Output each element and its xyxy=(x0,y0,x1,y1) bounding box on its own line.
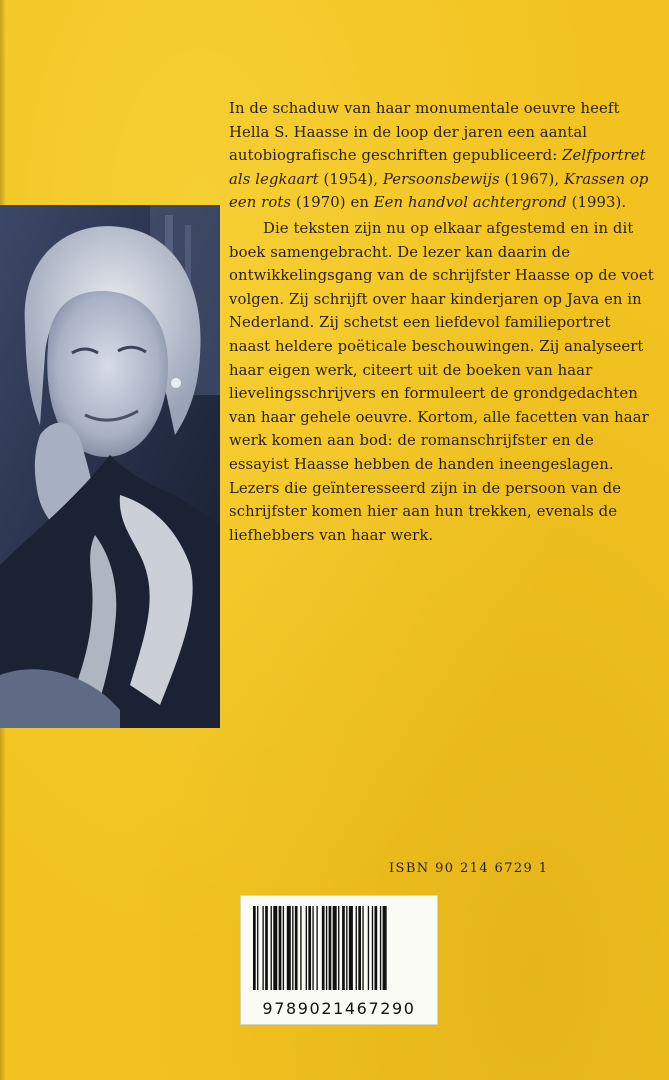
barcode-bar xyxy=(287,906,291,990)
barcode-bars xyxy=(251,906,427,990)
book-title: Persoonsbewijs xyxy=(382,170,500,188)
barcode xyxy=(240,895,438,1025)
blurb-paragraph-1 xyxy=(229,97,654,215)
blurb-text: (1970) en xyxy=(291,194,374,212)
book-title: Zelfportret als legkaart xyxy=(229,147,646,188)
barcode-bar xyxy=(273,906,277,990)
barcode-bar xyxy=(372,906,373,990)
barcode-bar xyxy=(356,906,357,990)
book-title: Krassen op een rots xyxy=(229,170,649,212)
blurb-text: (1967), xyxy=(499,170,564,188)
barcode-bar xyxy=(329,906,332,990)
book-title: Een handvol achtergrond xyxy=(373,194,567,212)
barcode-bar xyxy=(338,906,339,990)
barcode-bar xyxy=(283,906,284,990)
barcode-bar xyxy=(279,906,282,990)
barcode-number: 9789021467290 xyxy=(262,999,416,1018)
barcode-bar xyxy=(362,906,363,990)
barcode-bar xyxy=(271,906,272,990)
barcode-bar xyxy=(300,906,301,990)
barcode-bar xyxy=(295,906,298,990)
barcode-bar xyxy=(322,906,325,990)
isbn-label: ISBN 90 214 6729 1 xyxy=(389,861,549,876)
barcode-bar xyxy=(308,906,311,990)
barcode-bar xyxy=(265,906,268,990)
barcode-bar xyxy=(375,906,378,990)
barcode-bar xyxy=(346,906,347,990)
barcode-bar xyxy=(253,906,256,990)
barcode-bar xyxy=(333,906,337,990)
barcode-bar xyxy=(380,906,381,990)
barcode-bar xyxy=(306,906,307,990)
barcode-bar xyxy=(368,906,369,990)
blurb-text: (1993). xyxy=(566,194,627,212)
barcode-bar xyxy=(257,906,258,990)
barcode-bar xyxy=(342,906,345,990)
barcode-bar xyxy=(358,906,361,990)
barcode-bar xyxy=(349,906,353,990)
barcode-bar xyxy=(312,906,313,990)
barcode-bar xyxy=(326,906,327,990)
barcode-bar xyxy=(262,906,263,990)
blurb-text: (1954), xyxy=(318,170,383,188)
barcode-bar xyxy=(383,906,387,990)
author-portrait-photo xyxy=(0,205,220,728)
blurb-paragraph-2: Die teksten zijn nu op elkaar afgestemd en in dit boek samengebracht. De lezer kan daarin de ontwikkelingsgang van de schrijfster Haasse op de voet volgen. Zij schrijft over haar kinderjaren op Java en in Nederland. Zij schetst een liefdevol familieportret naast heldere poëticale beschouwingen. Zij analyseert haar eigen werk, citeert uit de boeken van haar lievelingsschrijvers en formuleert de grondgedachten van haar gehele oeuvre. Kortom, alle facetten van haar werk komen aan bod: de romanschrijfster en de essayist Haasse hebben de handen ineengeslagen. Lezers die geïnteresseerd zijn in de persoon van de schrijfster komen hier aan hun trekken, evenals de liefhebbers van haar werk. xyxy=(229,219,654,544)
blurb-text: In de schaduw van haar monumentale oeuvre heeft Hella S. Haasse in de loop der jaren een aantal autobiografische geschriften gepubliceerd: xyxy=(229,100,620,165)
barcode-bar xyxy=(292,906,293,990)
back-cover-blurb xyxy=(229,97,654,547)
barcode-bar xyxy=(316,906,317,990)
